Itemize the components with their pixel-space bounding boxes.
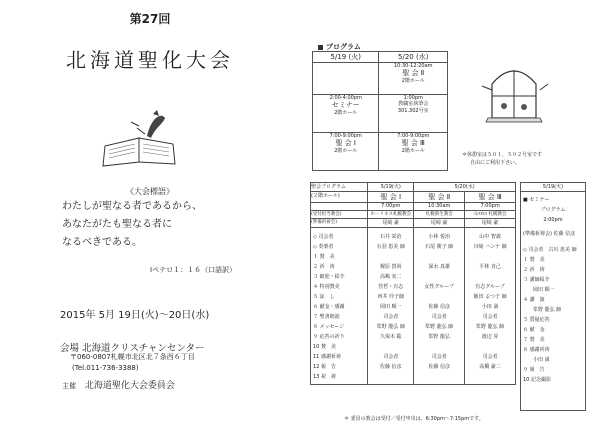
program-session-1: 7:00-9:00pm 聖 会 Ⅰ 2階ホール (313, 133, 379, 171)
grid-prayer-2: 尾崎 豪 (414, 219, 465, 228)
motto-line: わたしが聖なる者であるから、 (62, 201, 202, 212)
organizer (62, 378, 175, 391)
list-item: ９ 応答の祈り (313, 334, 345, 340)
organizer-label: 主催 (62, 382, 76, 390)
list-item: ５ 質疑応答 (523, 317, 550, 323)
program-table (312, 51, 448, 171)
seminar-prayer: (準備祈祷会) 佐藤 信彦 (523, 231, 576, 237)
program-col-519: 5/19 (火) (313, 52, 379, 63)
session-program-table (310, 182, 516, 385)
grid-col-session-3: 山中 智義 川﨑 ハンナ 師 平林 直己 有志グループ 飯田 るつ子 師 小田 満 司会者 峯野 龍弘 師 渡辺 昇 司会者 高橋 豪二 (465, 228, 516, 385)
list-item: ６ 献 金 (523, 327, 545, 333)
seminar-items (523, 245, 583, 385)
grid-header-519: 5/19(火) (368, 183, 414, 192)
grid-prayer-label: (準備祈祷会) (311, 219, 368, 228)
list-item: ８ メッセージ (313, 324, 345, 330)
grid-reception-label: (受付担当教会) (311, 211, 368, 219)
program-col-520: 5/20 (水) (379, 52, 448, 63)
motto-line: なるべきである。 (62, 237, 142, 248)
window-illustration (478, 60, 550, 124)
grid-reception-1: ホーリネス札幌教会 (368, 211, 414, 219)
seminar-program (521, 192, 586, 411)
program-empty-cell (313, 63, 379, 95)
grid-time-2: 10:30am (414, 203, 465, 211)
grid-time-3: 7:00pm (465, 203, 516, 211)
venue-address: 〒060-0807札幌市北区北７条西６丁目 (70, 353, 195, 361)
grid-session-1: 聖 会 Ⅰ (368, 192, 414, 203)
seminar-title: ■ セミナー (523, 197, 550, 203)
list-item: １ 賛 美 (523, 257, 545, 263)
list-item: 岡田 順一 (523, 287, 555, 293)
rest-room-note: ＊休憩室は５０１，５０２号室です (462, 152, 543, 158)
list-item: ◇ 奏楽者 (313, 244, 334, 250)
open-book-illustration (95, 108, 185, 172)
event-dates: 2015年 5月 19日(火)〜20日(水) (60, 310, 210, 321)
list-item: 13 祝 祷 (313, 374, 336, 380)
page-title: 北海道聖化大会 (66, 48, 234, 72)
list-item: ２ 祈 祷 (523, 267, 545, 273)
grid-session-3: 聖 会 Ⅲ (465, 192, 516, 203)
square-bullet-icon (318, 45, 323, 50)
grid-time-1: 7:00pm (368, 203, 414, 211)
list-item: ３ 歓迎・紹介 (313, 274, 345, 280)
grid-session-2: 聖 会 Ⅱ (414, 192, 465, 203)
list-item: ７ 賛 美 (523, 337, 545, 343)
list-item: 10 賛 美 (313, 344, 336, 350)
program-session-2: 10:30-12:20am 聖 会 Ⅱ 2階ホール (379, 63, 448, 95)
grid-item-list (311, 228, 368, 385)
list-item: ３ 講師紹介 (523, 277, 550, 283)
list-item: ５ 証 し (313, 294, 335, 300)
list-item: ９ 報 告 (523, 367, 545, 373)
program-seminar: 2:00-4:00pm セミナー 2階ホール (313, 95, 379, 133)
grid-col-session-1: 石井 栄治 石羽 恵美 師 梶原 賀尚 高嶋 実二 管哲・有志 西井 玲子師 岡田 順一 司会者 峯野 龍弘 師 久保木 聡 司会者 佐藤 信彦 (368, 228, 414, 385)
grid-hall: (２階ホール) (311, 192, 368, 203)
program-clergy-meeting: 1:00pm 教職室執筆会 301,302号室 (379, 95, 448, 133)
list-item: 11 感謝祈祷 (313, 354, 341, 360)
organizer-name: 北海道聖化大会委員会 (84, 381, 175, 391)
seminar-time: 2:00pm (543, 217, 563, 223)
seminar-subtitle: プログラム (540, 207, 566, 213)
edition-label: 第27回 (129, 12, 171, 26)
grid-reception-3: ｲﾑﾏﾇｴﾙ 札幌教会 (465, 211, 516, 219)
venue-name: 会場 北海道クリスチャンセンター (60, 343, 205, 354)
motto-line: あなたがたも聖なる者に (62, 219, 172, 230)
program-session-3: 7:00-9:00pm 聖 会 Ⅲ 2階ホール (379, 133, 448, 171)
list-item: ◇ 司会者 古川 恵美 師 (523, 247, 577, 253)
list-item: ８ 感謝祈祷 (523, 347, 550, 353)
list-item: ２ 祈 祷 (313, 264, 335, 270)
grid-header-label: 聖会プログラム (311, 183, 368, 192)
motto-text (62, 198, 202, 252)
grid-prayer-3: 尾崎 豪 (465, 219, 516, 228)
list-item: ◇ 司会者 (313, 234, 334, 240)
list-item: 峯野 龍弘 師 (523, 307, 562, 313)
list-item: ４ 講 演 (523, 297, 545, 303)
list-item: 10 記念撮影 (523, 377, 551, 383)
list-item: ６ 献金・感謝 (313, 304, 345, 310)
seminar-table (520, 182, 586, 411)
program-heading: プログラム (318, 42, 361, 52)
list-item: 12 報 告 (313, 364, 336, 370)
grid-time-label (311, 203, 368, 211)
list-item: 小田 満 (523, 357, 550, 363)
verse-reference: Ⅰペテロ１：１６（口語訳） (150, 266, 237, 274)
grid-col-session-2: 小林 悦治 石尾 勝子 師 深水 真雄 女性グループ 佐藤 信彦 司会者 峯野 龍弘 師 峯野 龍弘 司会者 佐藤 信彦 (414, 228, 465, 385)
list-item: １ 賛 美 (313, 254, 335, 260)
motto-label: 《大会標語》 (126, 187, 174, 196)
venue-phone: (Tel.011-736-3388) (72, 364, 139, 372)
grid-reception-2: 札幌新生教会 (414, 211, 465, 219)
grid-prayer-1: 尾崎 豪 (368, 219, 414, 228)
rest-room-note-2: 自由にご利用下さい。 (470, 160, 521, 166)
list-item: ７ 聖書朗読 (313, 314, 340, 320)
list-item: ４ 特別賛美 (313, 284, 340, 290)
seminar-date: 5/19(火) (521, 183, 586, 192)
grid-header-520: 5/20(水) (414, 183, 516, 192)
grid-footnote: ＊ 委員の教会は受付／受付申出は、6:30pm〜7:15pmです。 (344, 416, 484, 422)
